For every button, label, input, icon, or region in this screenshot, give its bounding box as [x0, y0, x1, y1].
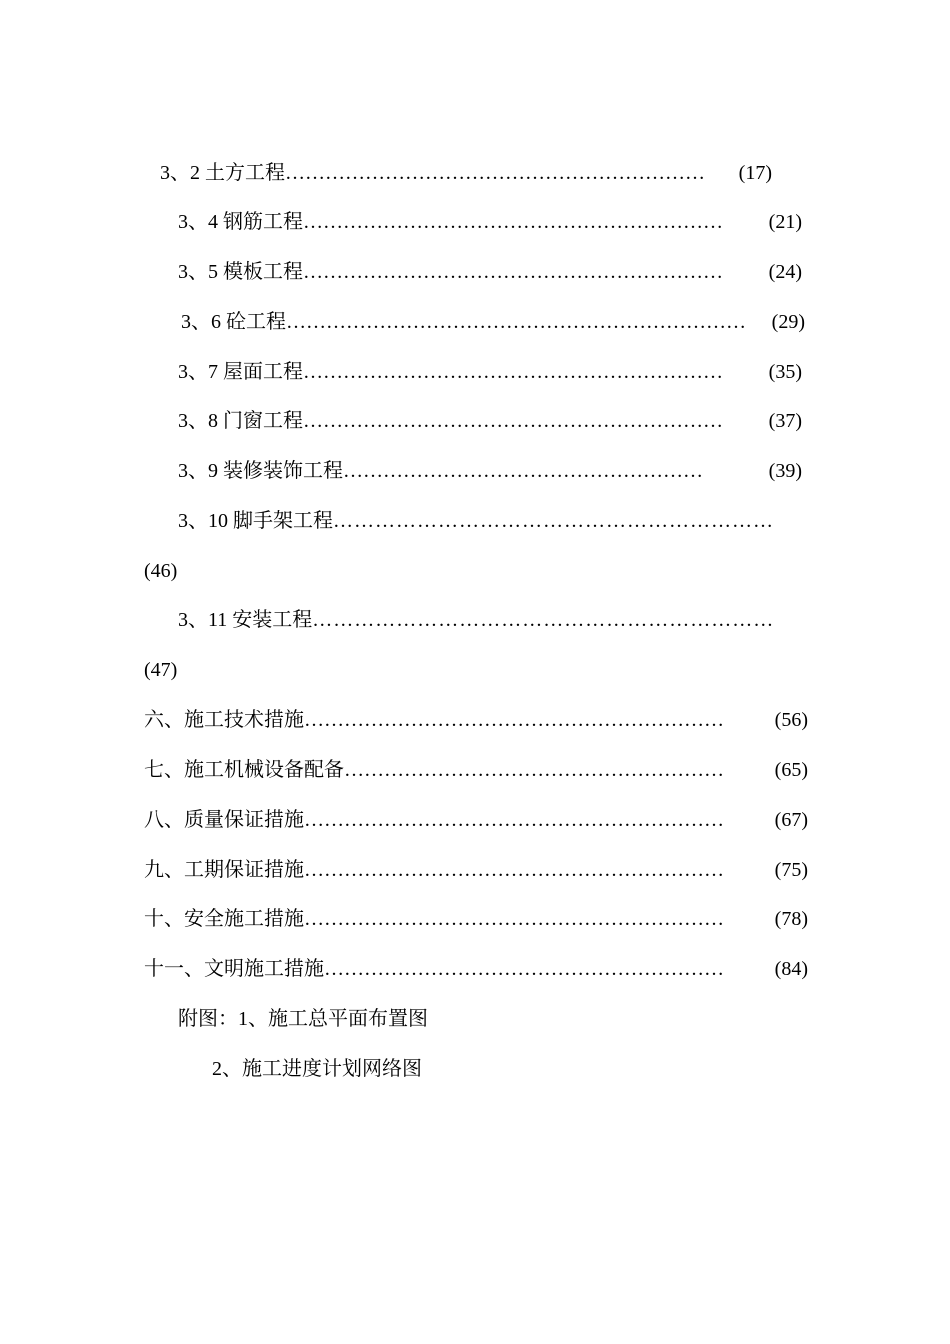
- appendix-line-1: 附图：1、施工总平面布置图: [178, 1008, 428, 1030]
- toc-entry-page: (21): [768, 211, 802, 233]
- toc-entry-leader: ………………………………………………………: [304, 809, 724, 831]
- toc-entry-title: 3、11 安装工程: [178, 609, 313, 631]
- appendix-line-2: 2、施工进度计划网络图: [212, 1058, 422, 1080]
- toc-entry-page: (39): [768, 460, 802, 482]
- toc-entry-leader: ………………………………………………………: [303, 261, 723, 283]
- toc-entry-9: [144, 855, 808, 885]
- toc-entry-leader: ………………………………………………………: [333, 510, 774, 532]
- toc-entry-3-2: [160, 158, 772, 188]
- toc-entry-page: (56): [774, 709, 808, 731]
- toc-entry-title: 3、4 钢筋工程: [178, 211, 303, 233]
- toc-entry-title: 3、5 模板工程: [178, 261, 303, 283]
- toc-entry-11: [144, 954, 808, 984]
- toc-entry-7: [144, 755, 808, 785]
- toc-entry-title: 十一、文明施工措施: [144, 958, 324, 980]
- toc-entry-3-6: [181, 307, 805, 337]
- toc-entry-leader: ………………………………………………: [343, 460, 703, 482]
- toc-entry-title: 八、质量保证措施: [144, 809, 304, 831]
- toc-entry-leader: ………………………………………………………: [303, 211, 723, 233]
- toc-entry-leader: ………………………………………………………: [285, 162, 705, 184]
- toc-entry-leader: ……………………………………………………………: [286, 311, 746, 333]
- toc-entry-page: (47): [144, 659, 178, 681]
- toc-entry-leader: ……………………………………………………: [324, 958, 724, 980]
- toc-entry-title: 3、7 屋面工程: [178, 361, 303, 383]
- toc-entry-page: (67): [774, 809, 808, 831]
- toc-entry-3-5: [178, 257, 802, 287]
- toc-entry-leader: ………………………………………………………: [304, 859, 724, 881]
- toc-entry-6: [144, 705, 808, 735]
- toc-entry-page: (17): [738, 162, 772, 184]
- toc-entry-title: 六、施工技术措施: [144, 709, 304, 731]
- toc-entry-10: [144, 904, 808, 934]
- toc-entry-3-9: [178, 456, 802, 486]
- toc-entry-title: 3、10 脚手架工程: [178, 510, 333, 532]
- toc-entry-leader: ………………………………………………………: [304, 709, 724, 731]
- toc-entry-page: (46): [144, 560, 178, 582]
- toc-entry-page: (65): [774, 759, 808, 781]
- toc-entry-page: (78): [774, 908, 808, 930]
- toc-entry-3-7: [178, 357, 802, 387]
- toc-entry-page: (24): [768, 261, 802, 283]
- toc-entry-leader: ………………………………………………………: [303, 410, 723, 432]
- toc-entry-leader: ………………………………………………………: [303, 361, 723, 383]
- toc-entry-page: (84): [774, 958, 808, 980]
- toc-entry-page: (29): [771, 311, 805, 333]
- toc-entry-3-4: [178, 207, 802, 237]
- toc-entry-title: 十、安全施工措施: [144, 908, 304, 930]
- toc-entry-leader: ………………………………………………………: [304, 908, 724, 930]
- toc-entry-3-10: [178, 506, 806, 536]
- toc-entry-title: 七、施工机械设备配备: [144, 759, 344, 781]
- toc-entry-title: 九、工期保证措施: [144, 859, 304, 881]
- toc-entry-leader: …………………………………………………………: [312, 609, 775, 631]
- toc-entry-title: 3、9 装修装饰工程: [178, 460, 343, 482]
- toc-entry-8: [144, 805, 808, 835]
- toc-entry-page: (37): [768, 410, 802, 432]
- toc-entry-3-11: [178, 605, 806, 635]
- toc-entry-title: 3、2 土方工程: [160, 162, 285, 184]
- toc-entry-title: 3、6 砼工程: [181, 311, 286, 333]
- toc-entry-title: 3、8 门窗工程: [178, 410, 303, 432]
- toc-entry-page: (75): [774, 859, 808, 881]
- toc-entry-leader: …………………………………………………: [344, 759, 724, 781]
- toc-entry-3-8: [178, 406, 802, 436]
- toc-entry-page: (35): [768, 361, 802, 383]
